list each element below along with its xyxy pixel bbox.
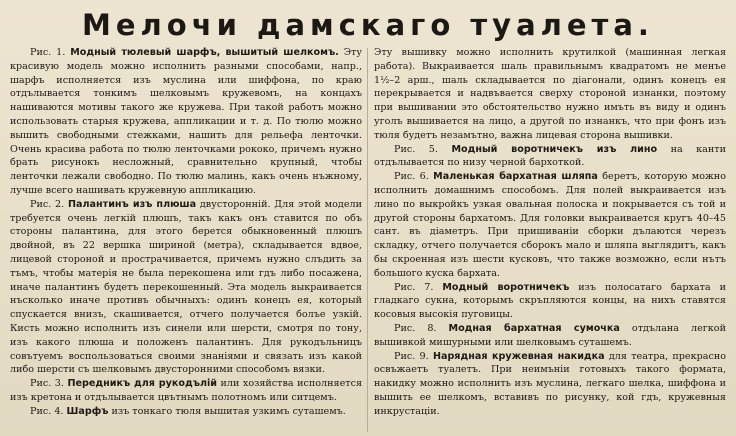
- page-headline: Мелочи дамскаго туалета.: [82, 8, 654, 42]
- article-item: [10, 405, 362, 419]
- item-lead: Передникъ для рукодълій: [67, 378, 217, 390]
- item-text: отдълана легкой вышивкой мишурными или шелковымъ суташемъ.: [374, 322, 726, 348]
- article-item: [374, 170, 726, 280]
- item-text: для театра, прекрасно освъжаетъ туалетъ. При неимъніи готовыхъ такого формата, накидку можно исполнить изъ муслина, легкаго шелка, шиффона и вышить ее шелкомъ, вставивъ по рисунку, кой гдъ, кружевныя инкрустаціи.: [374, 350, 726, 417]
- item-text: двусторонній. Для этой модели требуется очень легкій плюшъ, такъ какъ онъ ставится по объ стороны палантина, для этого берется обыкновенный плюшъ двойной, въ 22 вершка шириной (метра), складывается вдвое, лицевой стороной и прострачивается, причемъ нужно слъдить за тъмъ, чтобы матерія не была перекошена или гдъ либо посажена, иначе палантинъ будетъ перекошенный. Эта модель выкраивается нъсколько иначе противъ обычныхъ: одинъ конецъ ея, который спускается внизъ, скашивается, отчего получается болъе узкій. Кисть можно исполнить изъ синели или шерсти, смотря по тону, изъ какого плюша и положенъ палантинъ. Для рукодъльницъ совътуемъ воспользоваться своими знаніями и связать изъ какой либо шерсти съ шелковымъ двусторонними способомъ вязки.: [10, 198, 362, 376]
- column-divider: [367, 48, 368, 432]
- item-lead: Нарядная кружевная накидка: [432, 350, 605, 362]
- article-item: [374, 143, 726, 171]
- left-column: [10, 46, 362, 432]
- item-lead: Палантинъ изъ плюша: [68, 198, 197, 210]
- figure-label: Рис. 6.: [394, 171, 429, 183]
- item-text: изъ полосатаго бархата и гладкаго сукна, которымъ скръпляются концы, на нихъ ставятся косовыя высокія пуговицы.: [374, 281, 726, 321]
- continued-text: Эту вышивку можно исполнить крутилкой (машинная легкая работа). Выкраивается шаль правильнымъ квадратомъ не менъе 1½–2 арш., шаль складывается по діагонали, одинъ конецъ ея перекрывается и надвъвается сверху стороной изнанки, поэтому при вышивании это обстоятельство нужно имъть въ виду и одинъ уголъ вышивается на лицо, а другой по изнанкъ, что при фонъ изъ тюля будетъ незамътно, важна лицевая сторона вышивки.: [374, 47, 726, 141]
- item-lead: Шарфъ: [66, 405, 109, 417]
- figure-label: Рис. 2.: [30, 198, 65, 210]
- figure-label: Рис. 3.: [30, 378, 64, 390]
- figure-label: Рис. 5.: [394, 143, 438, 155]
- figure-label: Рис. 8.: [394, 322, 437, 334]
- article-item: [374, 322, 726, 350]
- item-lead: Модная бархатная сумочка: [448, 322, 620, 334]
- item-text: беретъ, которую можно исполнить домашнимъ способомъ. Для полей выкраивается изъ лино по выкройкъ узкая овальная полоска и покрывается съ той и другой стороны бархатомъ. Для головки выкраивается кругъ 40–45 сант. въ діаметръ. При пришиваніи сборки дълаются черезъ складку, отчего получается сборокъ мало и шляпа выглядитъ, какъ бы скроенная изъ шести кусковъ, что также возможно, если нътъ большого куска бархата.: [374, 171, 726, 279]
- article-item: [10, 46, 362, 198]
- article-item: [374, 350, 726, 419]
- item-lead: Модный тюлевый шарфъ, вышитый шелкомъ.: [70, 47, 339, 58]
- item-text: изъ тонкаго тюля вышитая узкимъ суташемъ.: [108, 405, 346, 417]
- item-lead: Модный воротничекъ: [442, 281, 570, 293]
- figure-label: Рис. 1.: [30, 47, 66, 58]
- item-text: или хозяйства исполняется изъ кретона и отдълывается цвътнымъ полотномъ или ситцемъ.: [10, 378, 362, 403]
- article-item: [10, 377, 362, 405]
- item-lead: Модный воротничекъ изъ лино: [451, 143, 658, 155]
- article-item: [10, 198, 362, 377]
- item-text: на канти отдълывается по низу черной бархоткой.: [374, 143, 726, 169]
- right-column: [374, 46, 726, 432]
- item-text: Эту красивую модель можно исполнить разными способами, напр., шарфъ исполняется изъ муслина или шиффона, по краю отдълывается тонкимъ шелковымъ кружевомъ, на концахъ нашиваются мотивы такого же кружева. При такой работъ можно использовать старыя кружева, аппликации и т. д. По тюлю можно вышить свободными стежками, нашить для рельефа ленточки. Очень красива работа по тюлю ленточками рококо, причемъ нужно брать рисунокъ несложный, сравнительно крупный, чтобы ленточки лежали свободно. По тюлю малинь, какъ очень нъжному, лучше всего нашивать кружевную аппликацию.: [10, 47, 362, 196]
- figure-label: Рис. 4.: [30, 405, 64, 417]
- article-item: [374, 281, 726, 322]
- figure-label: Рис. 7.: [394, 281, 434, 293]
- figure-label: Рис. 9.: [394, 350, 429, 362]
- item-lead: Маленькая бархатная шляпа: [433, 171, 598, 183]
